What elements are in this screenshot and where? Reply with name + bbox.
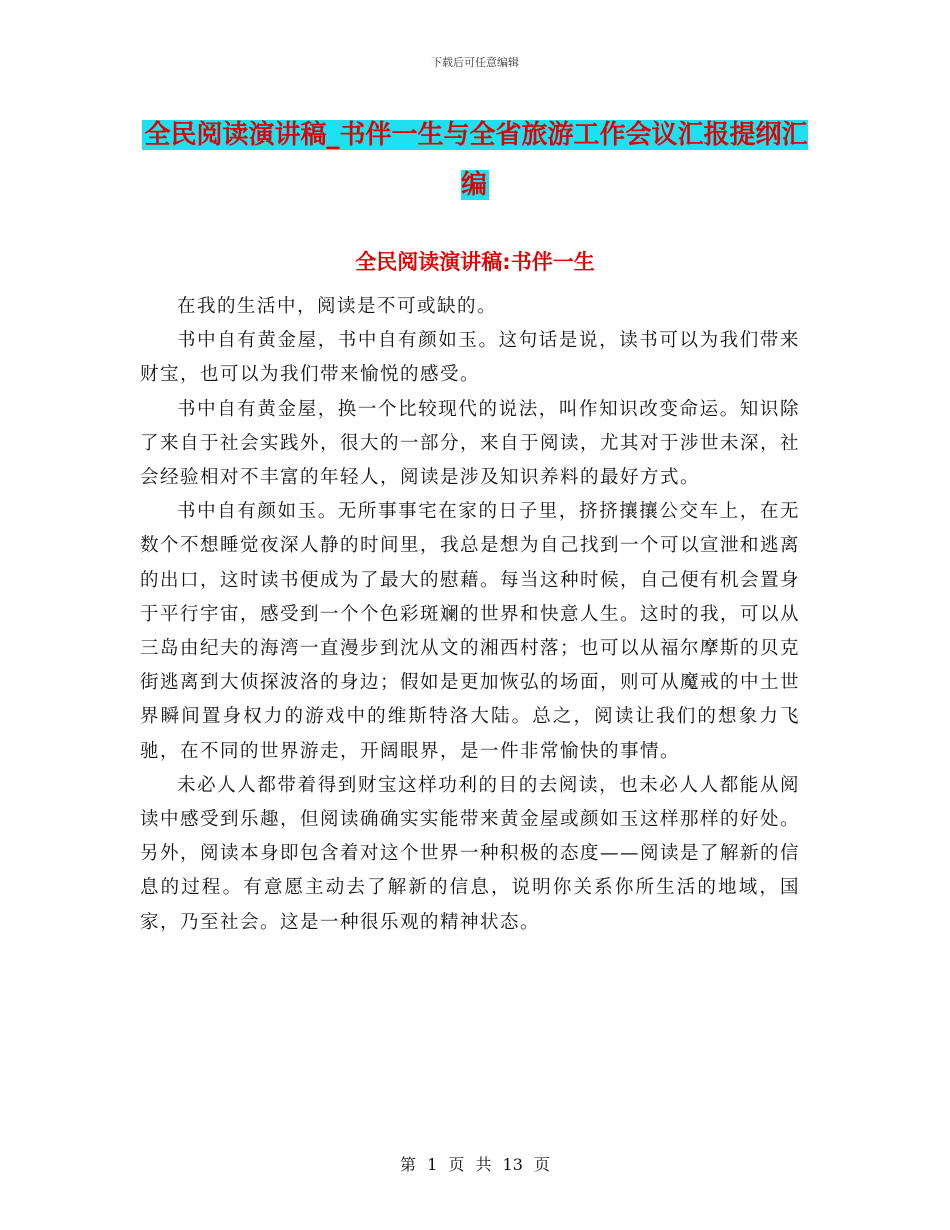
header-note: 下载后可任意编辑 [431, 56, 519, 69]
document-body [140, 290, 800, 940]
paragraph: 在我的生活中，阅读是不可或缺的。 [177, 296, 498, 317]
paragraph: 未必人人都带着得到财宝这样功利的目的去阅读，也未必人人都能从阅读中感受到乐趣，但阅读确确实实能带来黄金屋或颜如玉这样那样的好处。另外，阅读本身即包含着对这个世界一种积极的态度——阅读是了解新的信息的过程。有意愿主动去了解新的信息，说明你关系你所生活的地域，国家，乃至社会。这是一种很乐观的精神状态。 [140, 774, 801, 933]
document-title [140, 110, 810, 210]
paragraph: 书中自有黄金屋，换一个比较现代的说法，叫作知识改变命运。知识除了来自于社会实践外，很大的一部分，来自于阅读，尤其对于涉世未深，社会经验相对不丰富的年轻人，阅读是涉及知识养料的最好方式。 [140, 398, 801, 489]
paragraph: 书中自有颜如玉。无所事事宅在家的日子里，挤挤攘攘公交车上，在无数个不想睡觉夜深人静的时间里，我总是想为自己找到一个可以宣泄和逃离的出口，这时读书便成为了最大的慰藉。每当这种时候，自己便有机会置身于平行宇宙，感受到一个个色彩斑斓的世界和快意人生。这时的我，可以从三岛由纪夫的海湾一直漫步到沈从文的湘西村落；也可以从福尔摩斯的贝克街逃离到大侦探波洛的身边；假如是更加恢弘的场面，则可从魔戒的中土世界瞬间置身权力的游戏中的维斯特洛大陆。总之，阅读让我们的想象力飞驰，在不同的世界游走，开阔眼界，是一件非常愉快的事情。 [140, 501, 801, 762]
page-footer: 第 1 页 共 13 页 [400, 1155, 550, 1174]
section-title: 全民阅读演讲稿:书伴一生 [355, 250, 595, 274]
document-title-text: 全民阅读演讲稿_书伴一生与全省旅游工作会议汇报提纲汇编 [144, 120, 808, 200]
paragraph: 书中自有黄金屋，书中自有颜如玉。这句话是说，读书可以为我们带来财宝，也可以为我们带来愉悦的感受。 [140, 330, 800, 386]
